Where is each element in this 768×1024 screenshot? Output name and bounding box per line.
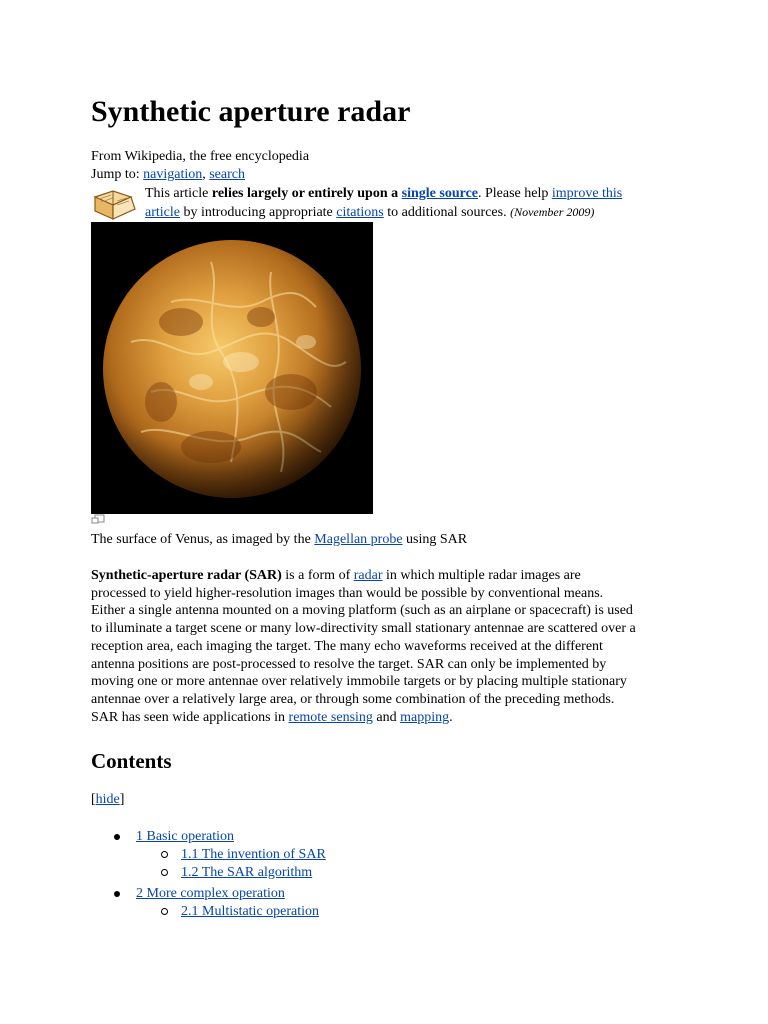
circle-bullet-icon xyxy=(161,908,168,915)
contents-heading: Contents xyxy=(91,749,172,773)
intro-paragraph: Synthetic-aperture radar (SAR) is a form of radar in which multiple radar images are processed to yield higher-resolution images than would be possible by conventional means. Either a single antenna mounted on a moving platform (such as an airplane or spacecraft) is used to illuminate a target scene or many low-directivity small stationary antennae are scattered over a reception area, each imaging the target. The many echo waveforms received at the different antenna positions are post-processed to resolve the target. SAR can only be implemented by moving one or more antennae over relatively immobile targets or by placing multiple stationary antennae over a relatively large area, or through some combination of the preceding methods. SAR has seen wide applications in remote sensing and mapping. xyxy=(91,568,636,725)
page-title: Synthetic aperture radar xyxy=(91,95,411,128)
toc-link-multistatic-operation[interactable]: 2.1 Multistatic operation xyxy=(181,904,320,919)
toc-link-invention-of-sar[interactable]: 1.1 The invention of SAR xyxy=(181,847,326,862)
remote-sensing-link[interactable]: remote sensing xyxy=(288,709,373,725)
jump-to-separator: , xyxy=(202,167,210,182)
radar-link[interactable]: radar xyxy=(353,568,383,583)
toc-link-more-complex-operation[interactable]: 2 More complex operation xyxy=(136,886,285,901)
toc-link-basic-operation[interactable]: 1 Basic operation xyxy=(136,829,234,844)
venus-image[interactable] xyxy=(91,222,373,514)
improve-article-link-part1[interactable]: improve this xyxy=(551,186,623,201)
notice-date: (November 2009) xyxy=(510,205,595,219)
image-caption: The surface of Venus, as imaged by the Magellan probe using SAR xyxy=(91,532,468,547)
toc-item xyxy=(91,903,591,921)
toc-item xyxy=(91,846,591,864)
jump-to xyxy=(91,166,245,184)
single-source-notice xyxy=(91,185,681,221)
citations-link[interactable]: citations xyxy=(336,205,384,220)
toc-item xyxy=(91,885,591,903)
notice-text: This article relies largely or entirely upon a single source. Please help improve this article by introducing appropriate citations to additional sources. (November 2009) xyxy=(145,186,623,220)
table-of-contents xyxy=(91,828,591,921)
toc-item xyxy=(91,864,591,882)
single-source-link[interactable]: single source xyxy=(401,186,478,201)
bullet-icon xyxy=(114,834,120,840)
bullet-icon xyxy=(114,891,120,897)
tagline: From Wikipedia, the free encyclopedia xyxy=(91,149,310,164)
toc-item xyxy=(91,828,591,846)
magellan-probe-link[interactable]: Magellan probe xyxy=(314,532,403,547)
improve-article-link-part2[interactable]: article xyxy=(145,205,180,220)
search-link[interactable]: search xyxy=(209,167,245,182)
jump-to-label: Jump to: xyxy=(91,167,144,182)
circle-bullet-icon xyxy=(161,869,168,876)
hide-contents-link[interactable]: hide xyxy=(95,792,120,807)
mapping-link[interactable]: mapping xyxy=(400,709,450,725)
navigation-link[interactable]: navigation xyxy=(143,167,203,182)
contents-toggle: [hide] xyxy=(91,792,125,807)
magnify-icon[interactable] xyxy=(91,514,105,524)
circle-bullet-icon xyxy=(161,851,168,858)
toc-link-sar-algorithm[interactable]: 1.2 The SAR algorithm xyxy=(181,865,313,880)
book-icon xyxy=(91,185,141,221)
